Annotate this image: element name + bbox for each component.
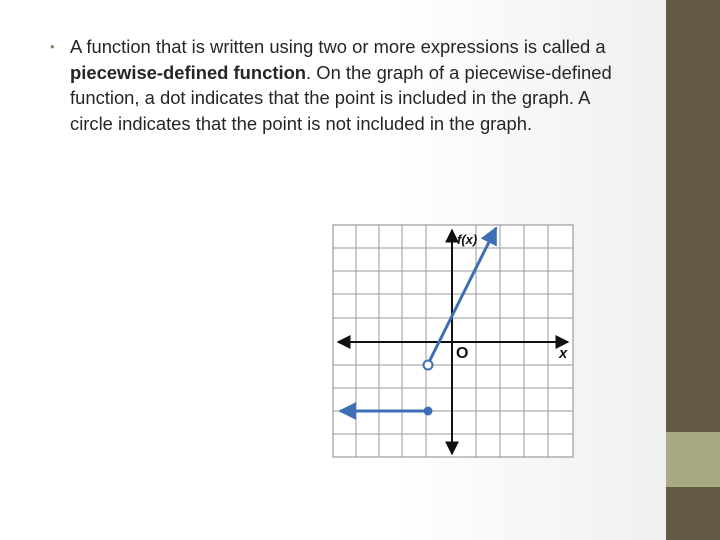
bullet-paragraph xyxy=(50,34,630,136)
sidebar-accent-block xyxy=(666,432,720,487)
bullet-icon: • xyxy=(50,39,55,54)
slide-content xyxy=(50,34,630,136)
y-axis-label: f(x) xyxy=(457,232,478,247)
bullet-bold-term: piecewise-defined function xyxy=(70,61,307,83)
right-sidebar xyxy=(666,0,720,540)
bullet-text-after: . On the graph of a piecewise-defined function, a dot indicates that the point is included in the graph. A circle indicates that the point is not included in the graph. xyxy=(70,61,612,134)
open-circle-endpoint xyxy=(424,361,433,370)
piecewise-graph xyxy=(330,222,576,462)
closed-dot-endpoint xyxy=(424,407,433,416)
bullet-text-before: A function that is written using two or more expressions is called a xyxy=(70,36,606,57)
origin-label: O xyxy=(456,345,469,362)
x-axis-label: x xyxy=(559,345,568,362)
